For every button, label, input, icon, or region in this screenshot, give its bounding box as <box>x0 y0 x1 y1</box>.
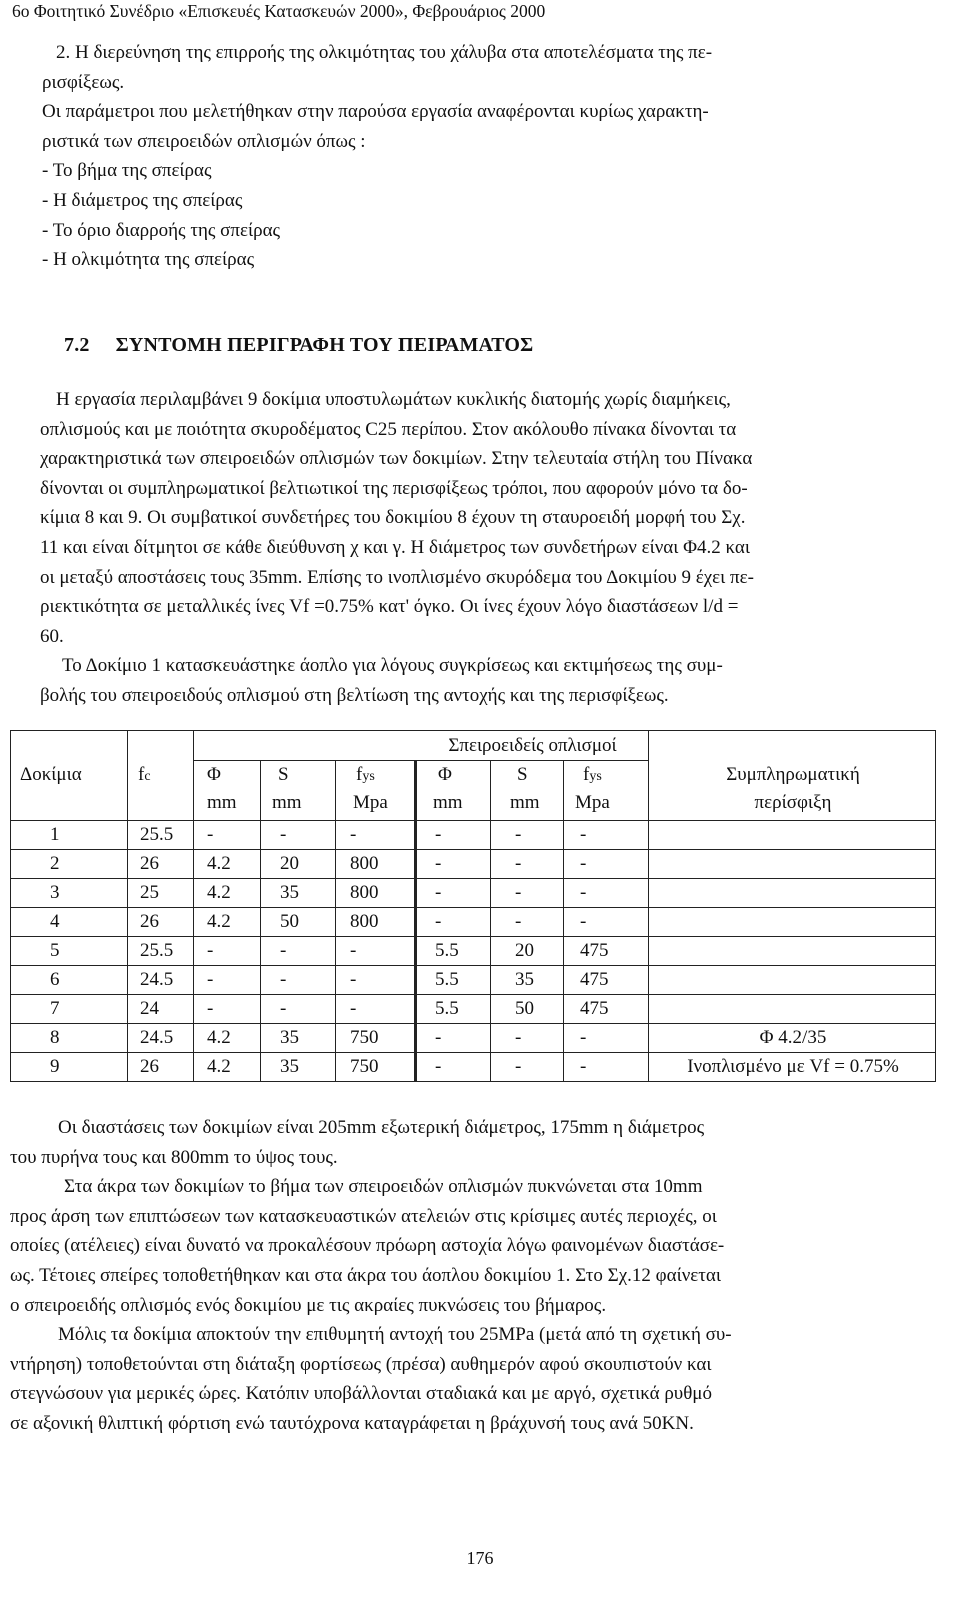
header-spiral-group: Σπειροειδείς οπλισμοί <box>448 735 617 756</box>
header-extra-1: Συμπληρωματική <box>726 764 860 785</box>
header-fys-1-unit: Mpa <box>353 792 388 813</box>
table-cell: - <box>280 824 287 845</box>
table-cell-extra: Φ 4.2/35 <box>759 1027 827 1048</box>
table-cell: - <box>435 1056 442 1077</box>
table-cell: 5.5 <box>435 969 459 990</box>
text-line: οπλισμούς και με ποιότητα σκυροδέματος C25 περίπου. Στον ακόλουθο πίνακα δίνονται τα <box>40 418 737 440</box>
table-cell: - <box>515 824 522 845</box>
text-line: 60. <box>40 625 64 647</box>
header-extra-2: περίσφιξη <box>754 792 832 813</box>
table-cell: 20 <box>515 940 534 961</box>
text-line: προς άρση των επιπτώσεων των κατασκευαστικών ατελειών στις κρίσιμες αυτές περιοχές, οι <box>10 1205 717 1227</box>
section-title: ΣΥΝΤΟΜΗ ΠΕΡΙΓΡΑΦΗ ΤΟΥ ΠΕΙΡΑΜΑΤΟΣ <box>115 334 534 356</box>
table-cell: 475 <box>580 998 609 1019</box>
running-header: 6ο Φοιτητικό Συνέδριο «Επισκευές Κατασκευών 2000», Φεβρουάριος 2000 <box>12 1 546 21</box>
table-cell: 26 <box>140 1056 159 1077</box>
table-cell: 4.2 <box>207 853 231 874</box>
table-cell: 25 <box>140 882 159 903</box>
table-cell: 35 <box>280 882 299 903</box>
table-cell: - <box>435 1027 442 1048</box>
fys-sub: ys <box>362 769 375 784</box>
text-line: ρισφίξεως. <box>42 71 125 93</box>
text-line: ο σπειροειδής οπλισμός ενός δοκιμίου με τις ακραίες πυκνώσεις του βήμαρος. <box>10 1294 607 1316</box>
table-cell: 5.5 <box>435 940 459 961</box>
text-line: - Το όριο διαρροής της σπείρας <box>42 219 281 241</box>
text-line: ως. Τέτοιες σπείρες τοποθετήθηκαν και στα άκρα του άοπλου δοκιμίου 1. Στο Σχ.12 φαίνεται <box>10 1264 721 1286</box>
text-line: - Το βήμα της σπείρας <box>42 160 212 182</box>
header-s-1-unit: mm <box>272 792 302 813</box>
text-line: του πυρήνα τους και 800mm το ύψος τους. <box>10 1146 338 1168</box>
table-cell: - <box>515 1056 522 1077</box>
table-cell: 24 <box>140 998 159 1019</box>
header-fys-2-unit: Mpa <box>575 792 610 813</box>
table-cell: - <box>580 1027 587 1048</box>
table-cell: 750 <box>350 1056 379 1077</box>
text-line: 11 και είναι δίτμητοι σε κάθε διεύθυνση χ και γ. Η διάμετρος των συνδετήρων είναι Φ4.2 και <box>40 536 750 558</box>
table-cell: - <box>207 998 214 1019</box>
header-fys-2 <box>583 763 602 789</box>
table-cell: 20 <box>280 853 299 874</box>
table-cell: 35 <box>280 1056 299 1077</box>
table-cell: 5.5 <box>435 998 459 1019</box>
table-cell: - <box>515 911 522 932</box>
header-s-1: S <box>278 764 289 785</box>
table-cell: - <box>580 853 587 874</box>
text-line: Στα άκρα των δοκιμίων το βήμα των σπειροειδών οπλισμών πυκνώνεται στα 10mm <box>64 1176 703 1198</box>
text-line: 2. Η διερεύνηση της επιρροής της ολκιμότητας του χάλυβα στα αποτελέσματα της πε- <box>56 42 713 63</box>
table-cell: 800 <box>350 853 379 874</box>
header-fc <box>138 763 151 789</box>
table-cell: 50 <box>515 998 534 1019</box>
section-heading <box>64 334 533 357</box>
table-cell: 26 <box>140 853 159 874</box>
table-cell: - <box>515 853 522 874</box>
table-cell: 3 <box>50 882 60 903</box>
table-cell: - <box>350 998 357 1019</box>
table-cell: - <box>580 1056 587 1077</box>
page-number: 176 <box>466 1548 494 1568</box>
text-line: ντήρηση) τοποθετούνται στη διάταξη φορτίσεως (πρέσα) αυθημερόν αφού σκουπιστούν και <box>10 1353 712 1375</box>
table-cell: - <box>280 969 287 990</box>
table-cell: - <box>207 940 214 961</box>
table-cell: - <box>207 824 214 845</box>
table-cell: 4.2 <box>207 1056 231 1077</box>
text-line: δίνονται οι συμπληρωματικοί βελτιωτικοί της περισφίξεως τρόποι, που αφορούν μόνο τα δο- <box>40 477 748 499</box>
header-specimen: Δοκίμια <box>20 764 82 785</box>
paragraph-description <box>40 385 920 711</box>
table-cell: 4 <box>50 911 60 932</box>
table-cell: - <box>280 998 287 1019</box>
header-fys-1 <box>356 763 375 789</box>
table-cell: - <box>280 940 287 961</box>
header-phi-2: Φ <box>438 764 452 785</box>
table-cell: 2 <box>50 853 60 874</box>
text-line: χαρακτηριστικά των σπειροειδών οπλισμών των δοκιμίων. Στην τελευταία στήλη του Πίνακα <box>40 448 753 470</box>
text-line: Οι διαστάσεις των δοκιμίων είναι 205mm εξωτερική διάμετρος, 175mm η διάμετρος <box>58 1117 705 1138</box>
table-cell: - <box>207 969 214 990</box>
table-cell: 750 <box>350 1027 379 1048</box>
table-cell: 50 <box>280 911 299 932</box>
table-cell: - <box>350 969 357 990</box>
table-cell: 25.5 <box>140 940 174 961</box>
table-cell: 5 <box>50 940 60 961</box>
spiral-reinforcement-table <box>10 730 936 1084</box>
table-cell: 4.2 <box>207 911 231 932</box>
header-phi-1: Φ <box>207 764 221 785</box>
table-cell: - <box>350 940 357 961</box>
table-cell: 24.5 <box>140 1027 174 1048</box>
text-line: Το Δοκίμιο 1 κατασκευάστηκε άοπλο για λόγους συγκρίσεως και εκτιμήσεως της συμ- <box>62 655 723 677</box>
text-line: ριεκτικότητα σε μεταλλικές ίνες Vf =0.75% κατ' όγκο. Οι ίνες έχουν λόγο διαστάσεων l/d = <box>40 596 739 618</box>
table-cell: 800 <box>350 882 379 903</box>
header-phi-2-unit: mm <box>433 792 463 813</box>
table-cell: 800 <box>350 911 379 932</box>
table-cell: 475 <box>580 940 609 961</box>
table-cell: 4.2 <box>207 1027 231 1048</box>
table-cell: 35 <box>515 969 534 990</box>
table-cell: 6 <box>50 969 60 990</box>
table-cell: 8 <box>50 1027 60 1048</box>
fc-sub: c <box>144 769 151 784</box>
table-cell: 7 <box>50 998 60 1019</box>
fys-main: f <box>356 764 363 785</box>
table-cell: 9 <box>50 1056 60 1077</box>
table-cell: 26 <box>140 911 159 932</box>
header-s-2: S <box>517 764 528 785</box>
text-line: Οι παράμετροι που μελετήθηκαν στην παρούσα εργασία αναφέρονται κυρίως χαρακτη- <box>42 101 709 123</box>
table-cell: - <box>350 824 357 845</box>
text-line: ριστικά των σπειροειδών οπλισμών όπως : <box>42 130 366 152</box>
table-cell: 4.2 <box>207 882 231 903</box>
table-cell: - <box>435 853 442 874</box>
table-cell: 25.5 <box>140 824 174 845</box>
fys-sub: ys <box>589 769 602 784</box>
text-line: Η εργασία περιλαμβάνει 9 δοκίμια υποστυλωμάτων κυκλικής διατομής χωρίς διαμήκεις, <box>56 389 731 410</box>
text-line: στεγνώσουν για μερικές ώρες. Κατόπιν υποβάλλονται σταδιακά και με αργό, σχετικά ρυθμό <box>10 1383 712 1405</box>
table-cell: - <box>435 882 442 903</box>
text-line: βολής του σπειροειδούς οπλισμού στη βελτίωση της αντοχής και της περισφίξεως. <box>40 684 669 706</box>
table-cell: - <box>435 824 442 845</box>
header-phi-1-unit: mm <box>207 792 237 813</box>
table-cell: - <box>580 824 587 845</box>
table-cell: 24.5 <box>140 969 174 990</box>
text-line: Μόλις τα δοκίμια αποκτούν την επιθυμητή αντοχή του 25MPa (μετά από τη σχετική συ- <box>58 1324 732 1346</box>
table-cell: 1 <box>50 824 60 845</box>
header-s-2-unit: mm <box>510 792 540 813</box>
text-line: σε αξονική θλιπτική φόρτιση ενώ ταυτόχρονα καταγράφεται η βράχυνσή τους ανά 50KN. <box>10 1412 694 1434</box>
text-line: - Η διάμετρος της σπείρας <box>42 189 243 211</box>
table-cell: - <box>515 882 522 903</box>
text-line: οι μεταξύ αποστάσεις τους 35mm. Επίσης το ινοπλισμένο σκυρόδεμα του Δοκιμίου 9 έχει πε- <box>40 566 754 588</box>
section-number: 7.2 <box>64 334 90 356</box>
text-line: οποίες (ατέλειες) είναι δυνατό να προκαλέσουν πρόωρη αστοχία λόγω φαινομένων διαστάσε- <box>10 1235 725 1257</box>
paragraph-specimen-details <box>10 1113 940 1439</box>
table-cell: - <box>580 911 587 932</box>
text-line: κίμια 8 και 9. Οι συμβατικοί συνδετήρες του δοκιμίου 8 έχουν τη σταυροειδή μορφή του Σχ. <box>40 507 746 529</box>
intro-text <box>42 38 936 275</box>
table-cell: 35 <box>280 1027 299 1048</box>
table-cell: 475 <box>580 969 609 990</box>
table-cell: - <box>515 1027 522 1048</box>
table-cell: - <box>580 882 587 903</box>
table-cell-extra: Ινοπλισμένο με Vf = 0.75% <box>687 1056 899 1077</box>
fys-main: f <box>583 764 590 785</box>
fc-main: f <box>138 764 145 785</box>
text-line: - Η ολκιμότητα της σπείρας <box>42 249 255 271</box>
table-cell: - <box>435 911 442 932</box>
